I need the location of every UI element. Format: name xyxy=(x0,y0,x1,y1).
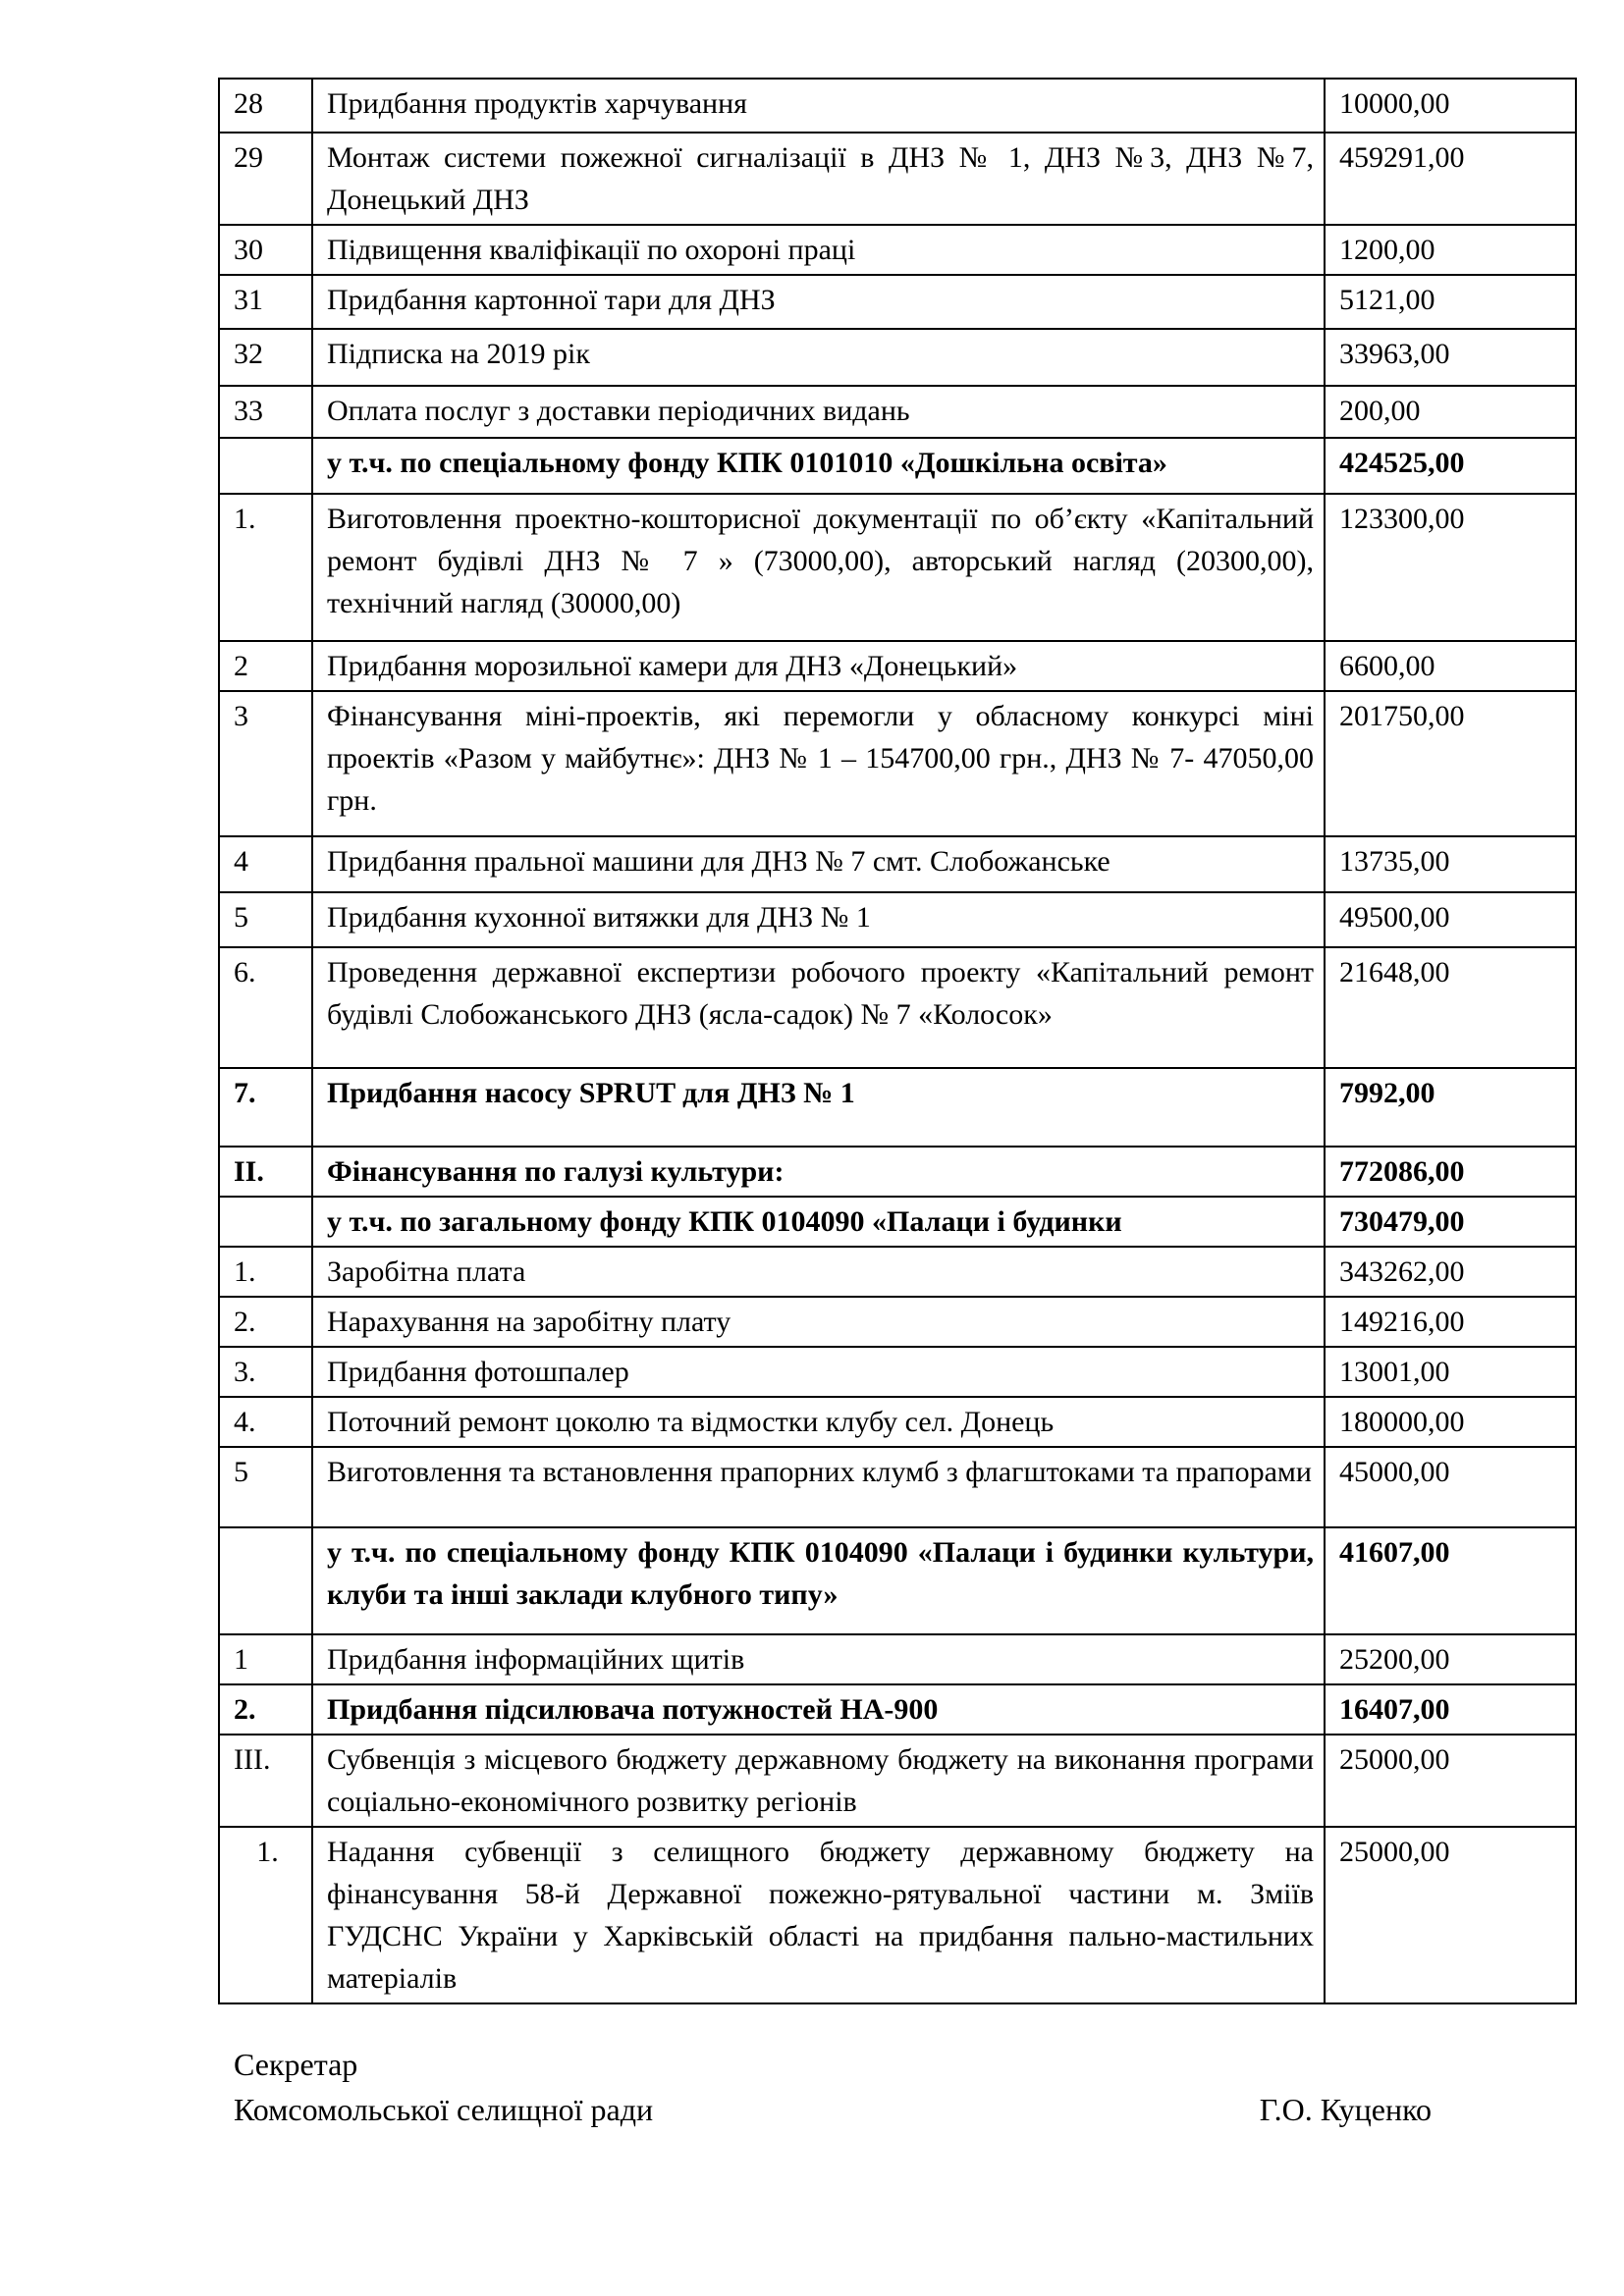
table-row xyxy=(219,1527,1576,1634)
row-description: Придбання картонної тари для ДНЗ xyxy=(312,275,1325,329)
row-description: Фінансування міні-проектів, які перемогли у обласному конкурсі міні проектів «Разом у майбутнє»: ДНЗ № 1 – 154700,00 грн., ДНЗ № 7- 47050,00 грн. xyxy=(312,691,1325,836)
row-description: Виготовлення та встановлення прапорних клумб з флагштоками та прапорами xyxy=(312,1447,1325,1527)
row-number: 1 xyxy=(219,1634,312,1684)
table-row xyxy=(219,1447,1576,1527)
row-amount: 343262,00 xyxy=(1325,1247,1576,1297)
table-row xyxy=(219,275,1576,329)
row-number: 2. xyxy=(219,1297,312,1347)
row-amount: 424525,00 xyxy=(1325,438,1576,494)
row-description: Заробітна плата xyxy=(312,1247,1325,1297)
row-number: 5 xyxy=(219,1447,312,1527)
table-row xyxy=(219,691,1576,836)
row-number: 29 xyxy=(219,133,312,225)
row-description: Підвищення кваліфікації по охороні праці xyxy=(312,225,1325,275)
table-row xyxy=(219,641,1576,691)
row-number: 30 xyxy=(219,225,312,275)
row-number xyxy=(219,1527,312,1634)
row-amount: 13001,00 xyxy=(1325,1347,1576,1397)
row-number xyxy=(219,438,312,494)
row-description: Поточний ремонт цоколю та відмостки клубу сел. Донець xyxy=(312,1397,1325,1447)
row-amount: 16407,00 xyxy=(1325,1684,1576,1735)
table-row xyxy=(219,892,1576,947)
row-number: 31 xyxy=(219,275,312,329)
row-amount: 13735,00 xyxy=(1325,836,1576,892)
table-row xyxy=(219,836,1576,892)
table-row xyxy=(219,1684,1576,1735)
row-number: 28 xyxy=(219,79,312,133)
row-amount: 5121,00 xyxy=(1325,275,1576,329)
table-row xyxy=(219,1347,1576,1397)
row-amount: 25200,00 xyxy=(1325,1634,1576,1684)
row-number: 2. xyxy=(219,1684,312,1735)
table-row xyxy=(219,225,1576,275)
row-amount: 21648,00 xyxy=(1325,947,1576,1068)
table-row xyxy=(219,79,1576,133)
row-amount: 33963,00 xyxy=(1325,329,1576,386)
table-row xyxy=(219,1297,1576,1347)
row-amount: 201750,00 xyxy=(1325,691,1576,836)
row-description: Підписка на 2019 рік xyxy=(312,329,1325,386)
table-row xyxy=(219,1197,1576,1247)
row-description: Придбання інформаційних щитів xyxy=(312,1634,1325,1684)
signature-row xyxy=(234,2087,1432,2132)
row-description: Придбання фотошпалер xyxy=(312,1347,1325,1397)
row-description: у т.ч. по загальному фонду КПК 0104090 «Палаци і будинки xyxy=(312,1197,1325,1247)
row-number: 6. xyxy=(219,947,312,1068)
row-number: 1. xyxy=(219,494,312,641)
table-row xyxy=(219,1827,1576,2003)
budget-table-body xyxy=(219,79,1576,2003)
row-number: 3. xyxy=(219,1347,312,1397)
row-number: 4. xyxy=(219,1397,312,1447)
row-amount: 123300,00 xyxy=(1325,494,1576,641)
table-row xyxy=(219,1397,1576,1447)
signature-title-line1: Секретар xyxy=(234,2047,358,2082)
row-description: Проведення державної експертизи робочого проекту «Капітальний ремонт будівлі Слобожанського ДНЗ (ясла-садок) № 7 «Колосок» xyxy=(312,947,1325,1068)
row-amount: 200,00 xyxy=(1325,386,1576,438)
row-amount: 10000,00 xyxy=(1325,79,1576,133)
table-row xyxy=(219,329,1576,386)
table-row xyxy=(219,947,1576,1068)
row-amount: 149216,00 xyxy=(1325,1297,1576,1347)
row-number: 2 xyxy=(219,641,312,691)
row-amount: 459291,00 xyxy=(1325,133,1576,225)
row-number: 1. xyxy=(219,1827,312,2003)
row-description: Придбання кухонної витяжки для ДНЗ № 1 xyxy=(312,892,1325,947)
row-amount: 7992,00 xyxy=(1325,1068,1576,1147)
row-description: Придбання продуктів харчування xyxy=(312,79,1325,133)
row-amount: 41607,00 xyxy=(1325,1527,1576,1634)
table-row xyxy=(219,386,1576,438)
row-description: Придбання підсилювача потужностей НА-900 xyxy=(312,1684,1325,1735)
row-amount: 45000,00 xyxy=(1325,1447,1576,1527)
row-description: Придбання пральної машини для ДНЗ № 7 смт. Слобожанське xyxy=(312,836,1325,892)
row-description: Монтаж системи пожежної сигналізації в ДНЗ № 1, ДНЗ №3, ДНЗ №7, Донецький ДНЗ xyxy=(312,133,1325,225)
row-amount: 6600,00 xyxy=(1325,641,1576,691)
row-number: 4 xyxy=(219,836,312,892)
row-description: у т.ч. по спеціальному фонду КПК 0101010 «Дошкільна освіта» xyxy=(312,438,1325,494)
table-row xyxy=(219,1068,1576,1147)
table-row xyxy=(219,133,1576,225)
row-number: 32 xyxy=(219,329,312,386)
row-number xyxy=(219,1197,312,1247)
row-description: Придбання насосу SPRUT для ДНЗ № 1 xyxy=(312,1068,1325,1147)
row-amount: 1200,00 xyxy=(1325,225,1576,275)
row-amount: 730479,00 xyxy=(1325,1197,1576,1247)
budget-table xyxy=(218,78,1577,2004)
row-amount: 49500,00 xyxy=(1325,892,1576,947)
signature-name: Г.О. Куценко xyxy=(1259,2092,1432,2127)
row-amount: 25000,00 xyxy=(1325,1827,1576,2003)
signature-title-line2: Комсомольської селищної ради xyxy=(234,2092,654,2127)
row-description: Оплата послуг з доставки періодичних видань xyxy=(312,386,1325,438)
table-row xyxy=(219,438,1576,494)
row-amount: 772086,00 xyxy=(1325,1147,1576,1197)
table-row xyxy=(219,1247,1576,1297)
row-description: Фінансування по галузі культури: xyxy=(312,1147,1325,1197)
row-amount: 180000,00 xyxy=(1325,1397,1576,1447)
row-description: Субвенція з місцевого бюджету державному бюджету на виконання програми соціально-економічного розвитку регіонів xyxy=(312,1735,1325,1827)
table-row xyxy=(219,1147,1576,1197)
row-number: 33 xyxy=(219,386,312,438)
row-description: Надання субвенції з селищного бюджету державному бюджету на фінансування 58-й Державної пожежно-рятувальної частини м. Зміїв ГУДСНС України у Харківській області на придбання пально-мастильних матеріалів xyxy=(312,1827,1325,2003)
row-description: Виготовлення проектно-кошторисної документації по об’єкту «Капітальний ремонт будівлі ДНЗ № 7 » (73000,00), авторський нагляд (20300,00), технічний нагляд (30000,00) xyxy=(312,494,1325,641)
signature-block xyxy=(234,2042,1432,2132)
row-description: Придбання морозильної камери для ДНЗ «Донецький» xyxy=(312,641,1325,691)
table-row xyxy=(219,1634,1576,1684)
row-number: 1. xyxy=(219,1247,312,1297)
row-description: Нарахування на заробітну плату xyxy=(312,1297,1325,1347)
row-amount: 25000,00 xyxy=(1325,1735,1576,1827)
table-row xyxy=(219,494,1576,641)
row-number: II. xyxy=(219,1147,312,1197)
row-number: III. xyxy=(219,1735,312,1827)
row-description: у т.ч. по спеціальному фонду КПК 0104090 «Палаци і будинки культури, клуби та інші заклади клубного типу» xyxy=(312,1527,1325,1634)
row-number: 7. xyxy=(219,1068,312,1147)
row-number: 5 xyxy=(219,892,312,947)
table-row xyxy=(219,1735,1576,1827)
row-number: 3 xyxy=(219,691,312,836)
